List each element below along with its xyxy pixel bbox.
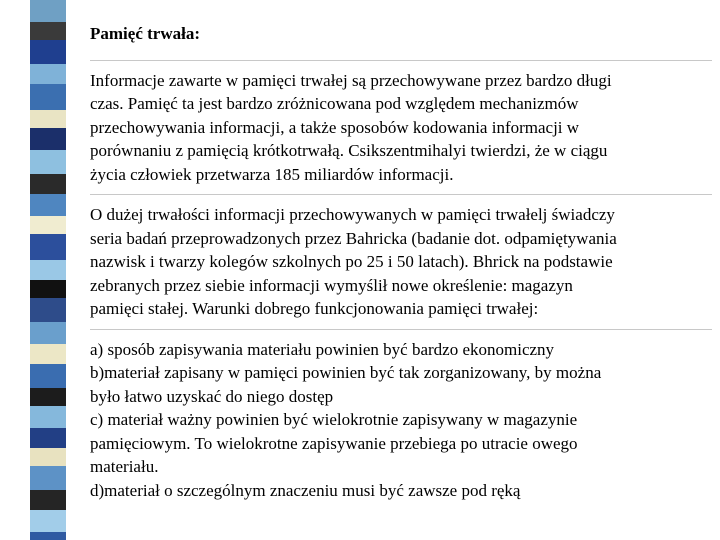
stripe-segment — [30, 174, 66, 194]
stripe-segment — [30, 22, 66, 40]
stripe-segment — [30, 0, 66, 22]
stripe-segment — [30, 406, 66, 428]
paragraph-conditions-list — [90, 338, 712, 503]
stripe-segment — [30, 128, 66, 150]
divider — [90, 329, 712, 330]
stripe-segment — [30, 216, 66, 234]
text-line: przechowywania informacji, a także sposobów kodowania informacji w — [90, 117, 580, 137]
stripe-segment — [30, 40, 66, 64]
divider — [90, 194, 712, 195]
stripe-segment — [30, 344, 66, 364]
slide-content — [90, 22, 712, 510]
stripe-segment — [30, 510, 66, 532]
stripe-segment — [30, 322, 66, 344]
stripe-segment — [30, 84, 66, 110]
text-line: czas. Pamięć ta jest bardzo zróżnicowana pod względem mechanizmów — [90, 94, 579, 113]
list-item: a) sposób zapisywania materiału powinien być bardzo ekonomiczny — [90, 339, 555, 359]
list-item: pamięciowym. To wielokrotne zapisywanie przebiega po utracie owego — [90, 433, 578, 453]
stripe-segment — [30, 428, 66, 448]
stripe-segment — [30, 280, 66, 298]
stripe-segment — [30, 64, 66, 84]
text-line: O dużej trwałości informacji przechowywanych w pamięci trwałelj świadczy — [90, 205, 615, 224]
paragraph-intro — [90, 69, 712, 187]
text-line: zebranych przez siebie informacji wymyślił nowe określenie: magazyn — [90, 275, 573, 295]
text-line: życia człowiek przetwarza 185 miliardów informacji. — [90, 164, 454, 184]
stripe-segment — [30, 298, 66, 322]
stripe-segment — [30, 234, 66, 260]
paragraph-bahrick — [90, 203, 712, 321]
list-item: b)materiał zapisany w pamięci powinien być tak zorganizowany, by można — [90, 363, 602, 382]
text-line: seria badań przeprowadzonych przez Bahricka (badanie dot. odpamiętywania — [90, 228, 617, 248]
list-item: d)materiał o szczególnym znaczeniu musi być zawsze pod ręką — [90, 480, 521, 500]
slide-title: Pamięć trwała: — [90, 24, 200, 43]
list-item: c) materiał ważny powinien być wielokrotnie zapisywany w magazynie — [90, 410, 578, 429]
stripe-segment — [30, 260, 66, 280]
stripe-segment — [30, 110, 66, 128]
text-line: Informacje zawarte w pamięci trwałej są przechowywane przez bardzo długi — [90, 70, 612, 90]
decorative-color-stripe — [30, 0, 66, 540]
stripe-segment — [30, 364, 66, 388]
stripe-segment — [30, 194, 66, 216]
stripe-segment — [30, 532, 66, 540]
divider — [90, 60, 712, 61]
text-line: pamięci stałej. Warunki dobrego funkcjonowania pamięci trwałej: — [90, 299, 539, 318]
stripe-segment — [30, 490, 66, 510]
stripe-segment — [30, 448, 66, 466]
list-item: materiału. — [90, 457, 159, 476]
text-line: porównaniu z pamięcią krótkotrwałą. Csikszentmihalyi twierdzi, że w ciągu — [90, 141, 608, 160]
list-item: było łatwo uzyskać do niego dostęp — [90, 386, 334, 406]
stripe-segment — [30, 388, 66, 406]
stripe-segment — [30, 466, 66, 490]
stripe-segment — [30, 150, 66, 174]
text-line: nazwisk i twarzy kolegów szkolnych po 25 i 50 latach). Bhrick na podstawie — [90, 252, 613, 271]
